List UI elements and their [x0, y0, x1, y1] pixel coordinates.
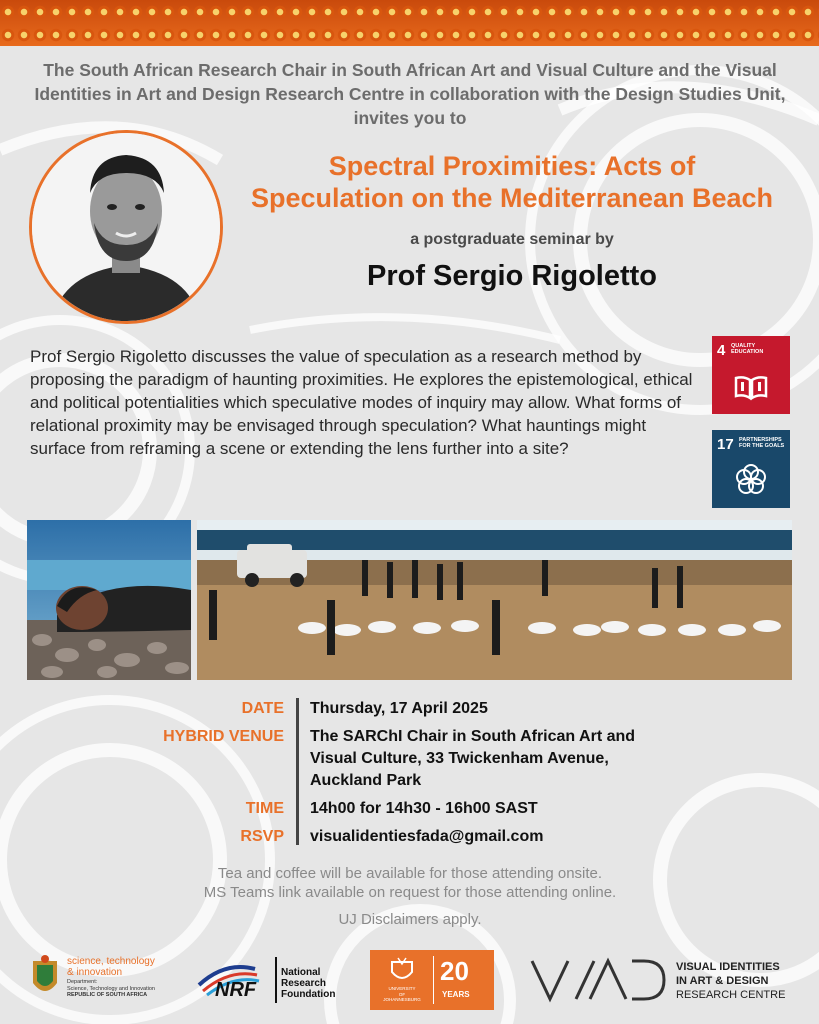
dsti-line1: science, technology	[67, 956, 155, 967]
rings-icon	[732, 460, 770, 498]
venue-label: HYBRID VENUE	[163, 728, 284, 745]
uj-years-word: YEARS	[442, 990, 470, 999]
uj-years-number: 20	[440, 956, 469, 986]
rsvp-email[interactable]: visualidentiesfada@gmail.com	[310, 828, 544, 845]
nrf-logo	[195, 955, 340, 1005]
seminar-title-line2: Speculation on the Mediterranean Beach	[250, 183, 774, 213]
viad-line2: IN ART & DESIGN	[676, 975, 769, 987]
photo-beach-scene	[197, 520, 792, 680]
viad-logo	[528, 955, 798, 1005]
venue-row	[130, 726, 770, 792]
rsvp-row	[130, 826, 770, 848]
speaker-portrait	[29, 130, 223, 324]
sdg-4-badge	[712, 336, 790, 414]
date-row	[130, 698, 770, 720]
uj-line3: JOHANNESBURG	[383, 997, 421, 1002]
note-online: MS Teams link available on request for those attending online.	[203, 884, 617, 901]
decorative-top-border	[0, 0, 819, 46]
dsti-logo	[27, 955, 177, 1003]
event-details	[130, 698, 770, 848]
time-label: TIME	[245, 800, 284, 817]
time-value: 14h00 for 14h30 - 16h00 SAST	[310, 800, 538, 817]
venue-line3: Auckland Park	[310, 772, 422, 789]
venue-line1: The SARChI Chair in South African Art and	[310, 728, 636, 745]
dsti-line4: Science, Technology and Innovation	[67, 985, 155, 992]
nrf-line2: Research	[281, 978, 327, 989]
note-onsite: Tea and coffee will be available for those attending onsite.	[217, 865, 603, 882]
date-value: Thursday, 17 April 2025	[310, 700, 488, 717]
intro-text: The South African Research Chair in South African Art and Visual Culture and the Visual Identities in Art and Design Research Centre in collaboration with the Design Studies Unit, invites you to	[34, 60, 786, 128]
time-row	[130, 798, 770, 820]
viad-line3: RESEARCH CENTRE	[676, 989, 786, 1001]
seminar-title-line1: Spectral Proximities: Acts of	[328, 151, 696, 181]
photo-person-on-stones	[27, 520, 191, 680]
attendance-notes	[60, 864, 760, 902]
speaker-name: Prof Sergio Rigoletto	[367, 260, 657, 292]
uj-logo	[370, 950, 494, 1010]
nrf-line3: Foundation	[281, 989, 336, 1000]
uj-divider	[433, 956, 434, 1004]
seminar-description: Prof Sergio Rigoletto discusses the value of speculation as a research method by proposing the paradigm of haunting proximities. He explores the epistemological, ethical and political potentialities which speculative modes of inquiry may allow. What forms of relational proximity may be envisaged through speculation? What hauntings might surface from reframing a scene or extending the lens further into a site?	[30, 347, 693, 458]
viad-mark-icon	[528, 957, 668, 1003]
sdg-17-badge	[712, 430, 790, 508]
sdg-4-text: QUALITY EDUCATION	[731, 343, 764, 355]
date-label: DATE	[241, 700, 284, 717]
sdg-17-number: 17	[717, 436, 734, 453]
uj-crest-icon	[388, 956, 416, 984]
uj-line1: UNIVERSITY	[388, 986, 416, 991]
dsti-line5: REPUBLIC OF SOUTH AFRICA	[67, 992, 148, 998]
venue-value	[310, 726, 770, 792]
venue-line2: Visual Culture, 33 Twickenham Avenue,	[310, 750, 609, 767]
sdg-17-text: PARTNERSHIPS FOR THE GOALS	[739, 437, 785, 449]
dsti-line3: Department:	[67, 979, 98, 985]
seminar-subtitle: a postgraduate seminar by	[410, 231, 614, 248]
uj-line2: OF	[398, 991, 406, 997]
nrf-mark: NRF	[215, 979, 257, 1001]
sdg-4-number: 4	[717, 342, 726, 359]
disclaimer: UJ Disclaimers apply.	[338, 911, 482, 928]
coat-of-arms-icon	[27, 955, 63, 1001]
seminar-title	[222, 150, 802, 214]
book-icon	[732, 366, 770, 404]
nrf-line1: National	[281, 967, 321, 978]
nrf-divider	[275, 957, 277, 1003]
rsvp-label: RSVP	[240, 828, 284, 845]
dsti-line2: & innovation	[67, 967, 123, 978]
viad-line1: VISUAL IDENTITIES	[676, 961, 780, 973]
